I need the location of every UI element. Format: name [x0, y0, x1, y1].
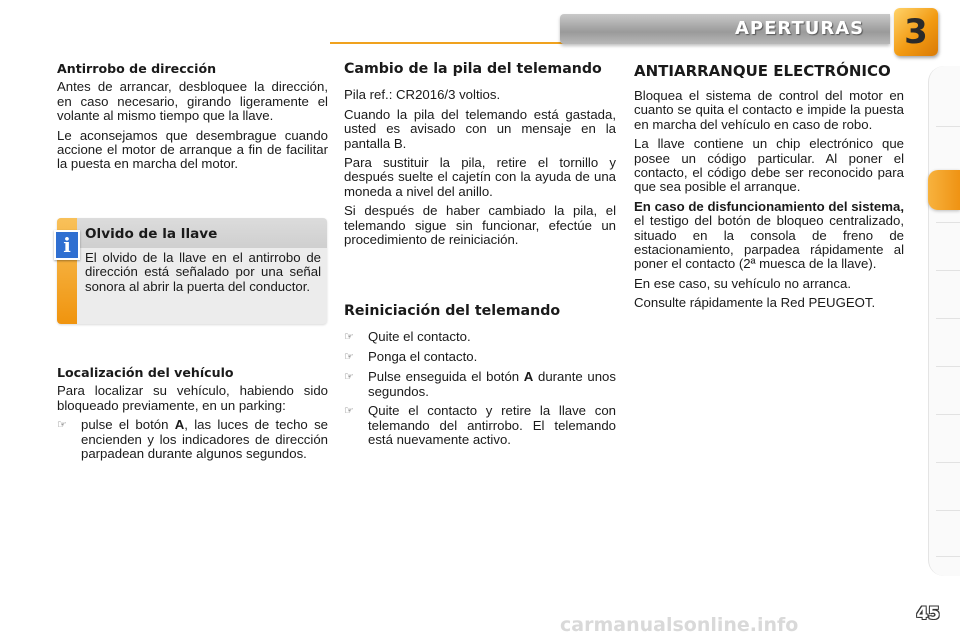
list-item [344, 350, 616, 365]
column-left [57, 62, 328, 177]
pointing-hand-icon: ☞ [344, 405, 354, 418]
chapter-tab[interactable] [936, 462, 960, 463]
info-icon: i [54, 230, 80, 260]
immobiliser-paragraph-2: La llave contiene un chip electrónico que posee un código particular. Al poner el contacto, el código debe ser reconocido para que sea posible el arranque. [634, 136, 904, 195]
pointing-hand-icon: ☞ [344, 371, 354, 384]
page-header [0, 0, 960, 62]
column-middle [344, 62, 616, 252]
list-item-text: Pulse enseguida el botón A durante unos segundos. [368, 369, 616, 399]
steering-lock-paragraph-1: Antes de arrancar, desbloquee la dirección, en caso necesario, girando ligeramente el volante al mismo tiempo que la llave. [57, 79, 328, 124]
list-item [344, 370, 616, 399]
immobiliser-heading: ANTIARRANQUE ELECTRÓNICO [634, 62, 891, 80]
vehicle-location-paragraph: Para localizar su vehículo, habiendo sido bloqueado previamente, en un parking: [57, 383, 328, 413]
battery-change-heading: Cambio de la pila del telemando [344, 61, 602, 77]
list-item-text: Ponga el contacto. [368, 349, 478, 365]
list-item-text: Quite el contacto. [368, 329, 471, 345]
steering-lock-paragraph-2: Le aconsejamos que desembrague cuando accione el motor de arranque a fin de facilitar la puesta en marcha del motor. [57, 127, 328, 172]
vehicle-location-heading: Localización del vehículo [57, 365, 234, 380]
immobiliser-paragraph-3: En caso de disfuncionamiento del sistema, el testigo del botón de bloqueo centralizado, situado en la consola de freno de estacionamiento, parpadea rápidamente al poner el contacto (2ª muesca de la llave). [634, 198, 904, 272]
info-box-title: Olvido de la llave [85, 226, 218, 242]
list-item [57, 418, 328, 461]
immobiliser-paragraph-5: Consulte rápidamente la Red PEUGEOT. [634, 295, 876, 311]
steering-lock-heading: Antirrobo de dirección [57, 61, 217, 76]
list-item-text: Quite el contacto y retire la llave con telemando del antirrobo. El telemando está nuevamente activo. [368, 403, 616, 448]
chapter-number-badge: 3 [894, 8, 938, 56]
immobiliser-paragraph-4: En ese caso, su vehículo no arranca. [634, 275, 851, 291]
vehicle-location-section [57, 366, 328, 466]
battery-paragraph-4: Si después de haber cambiado la pila, el telemando sigue sin funcionar, efectúe un procedimiento de reiniciación. [344, 203, 616, 248]
chapter-tab[interactable] [936, 366, 960, 367]
pointing-hand-icon: ☞ [344, 331, 354, 344]
pointing-hand-icon: ☞ [344, 351, 354, 364]
remote-reinit-section [344, 304, 616, 452]
remote-reinit-heading: Reiniciación del telemando [344, 303, 561, 319]
chapter-tab[interactable] [936, 270, 960, 271]
chapter-tab[interactable] [936, 510, 960, 511]
battery-paragraph-2: Cuando la pila del telemando está gastada, usted es avisado con un mensaje en la pantalla B. [344, 106, 616, 151]
chapter-tab[interactable] [936, 414, 960, 415]
chapter-tab-active[interactable] [928, 170, 960, 210]
list-item [344, 404, 616, 447]
page-number: 45 [916, 604, 940, 624]
section-title: APERTURAS [735, 18, 865, 39]
list-item [344, 330, 616, 345]
pointing-hand-icon: ☞ [57, 419, 67, 432]
column-right [634, 62, 904, 316]
battery-paragraph-3: Para sustituir la pila, retire el tornillo y después suelte el cajetín con la ayuda de una moneda a nivel del anillo. [344, 155, 616, 199]
chapter-tab[interactable] [936, 222, 960, 223]
list-item-text: pulse el botón A, las luces de techo se encienden y los indicadores de dirección parpadean durante algunos segundos. [81, 417, 328, 462]
battery-ref-paragraph: Pila ref.: CR2016/3 voltios. [344, 87, 501, 103]
chapter-tab[interactable] [936, 126, 960, 127]
chapter-tab-strip [928, 66, 960, 576]
immobiliser-paragraph-1: Bloquea el sistema de control del motor en cuanto se quita el contacto e impide la puesta en marcha del vehículo en caso de robo. [634, 88, 904, 132]
watermark: carmanualsonline.info [560, 614, 799, 636]
chapter-tab[interactable] [936, 318, 960, 319]
info-box-text: El olvido de la llave en el antirrobo de dirección está señalado por una señal sonora al abrir la puerta del conductor. [85, 250, 321, 294]
chapter-tab[interactable] [936, 556, 960, 557]
